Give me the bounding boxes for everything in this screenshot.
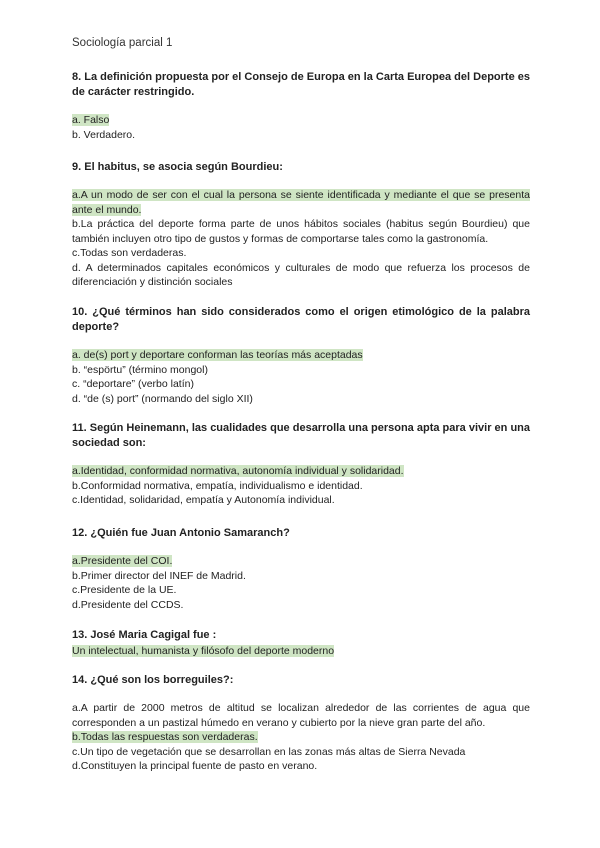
question-block-8 — [72, 70, 530, 142]
question-block-10 — [72, 305, 530, 406]
answer-option: b.Primer director del INEF de Madrid. — [72, 569, 246, 582]
answer-list — [72, 701, 530, 774]
document-header: Sociología parcial 1 — [72, 37, 173, 49]
question-text: 12. ¿Quién fue Juan Antonio Samaranch? — [72, 527, 290, 539]
answer-option: c. “deportare” (verbo latín) — [72, 378, 194, 390]
question-block-12 — [72, 526, 530, 612]
answer-option-correct: a.Identidad, conformidad normativa, autonomía individual y solidaridad. — [72, 465, 404, 477]
question-text: 9. El habitus, se asocia según Bourdieu: — [72, 161, 283, 173]
answer-list — [72, 464, 530, 508]
answer-option: d. “de (s) port” (normando del siglo XII) — [72, 392, 253, 405]
answer-list — [72, 554, 530, 612]
answer-option-correct: b.Todas las respuestas son verdaderas. — [72, 731, 258, 743]
answer-option-correct: a.A un modo de ser con el cual la persona se siente identificada y mediante el que se presenta ante el mundo. — [72, 189, 530, 216]
question-text: 8. La definición propuesta por el Consejo de Europa en la Carta Europea del Deporte es de carácter restringido. — [72, 71, 530, 98]
answer-option-correct: a.Presidente del COI. — [72, 555, 173, 567]
question-block-13 — [72, 628, 530, 659]
question-text: 14. ¿Qué son los borreguiles?: — [72, 674, 234, 686]
answer-option: c.Identidad, solidaridad, empatía y Autonomía individual. — [72, 494, 335, 506]
question-block-11 — [72, 421, 530, 508]
answer-list — [72, 113, 530, 142]
answer-list — [72, 348, 530, 406]
question-block-14 — [72, 673, 530, 774]
answer-option: c.Un tipo de vegetación que se desarrollan en las zonas más altas de Sierra Nevada — [72, 745, 466, 758]
answer-option: b. Verdadero. — [72, 128, 136, 141]
answer-option: d. A determinados capitales económicos y culturales de modo que refuerza los procesos de diferenciación y distinción sociales — [72, 261, 530, 288]
answer-option: c.Presidente de la UE. — [72, 584, 177, 596]
answer-option: b. “espörtu” (término mongol) — [72, 363, 208, 376]
answer-option: c.Todas son verdaderas. — [72, 247, 187, 259]
answer-list — [72, 188, 530, 290]
answer-option: d.Constituyen la principal fuente de pasto en verano. — [72, 760, 318, 772]
answer-option-correct: a. Falso — [72, 114, 110, 126]
answer-option-correct: a. de(s) port y deportare conforman las teorías más aceptadas — [72, 349, 363, 361]
question-text: 11. Según Heinemann, las cualidades que desarrolla una persona apta para vivir en una sociedad son: — [72, 422, 530, 449]
question-text: 10. ¿Qué términos han sido considerados como el origen etimológico de la palabra deporte? — [72, 306, 530, 333]
answer-option: a.A partir de 2000 metros de altitud se localizan alrededor de las corrientes de agua que corresponden a un pastizal húmedo en verano y cubierto por la nieve gran parte del año. — [72, 702, 530, 729]
answer-option: d.Presidente del CCDS. — [72, 598, 184, 611]
answer-option: b.Conformidad normativa, empatía, individualismo e identidad. — [72, 479, 363, 492]
answer-option-correct: Un intelectual, humanista y filósofo del deporte moderno — [72, 645, 335, 657]
question-text: 13. José Maria Cagigal fue : — [72, 629, 217, 641]
answer-option: b.La práctica del deporte forma parte de unos hábitos sociales (habitus según Bourdieu) que también incluyen otro tipo de gustos y formas de comportarse tales como la gastronomía. — [72, 218, 530, 245]
question-block-9 — [72, 160, 530, 290]
